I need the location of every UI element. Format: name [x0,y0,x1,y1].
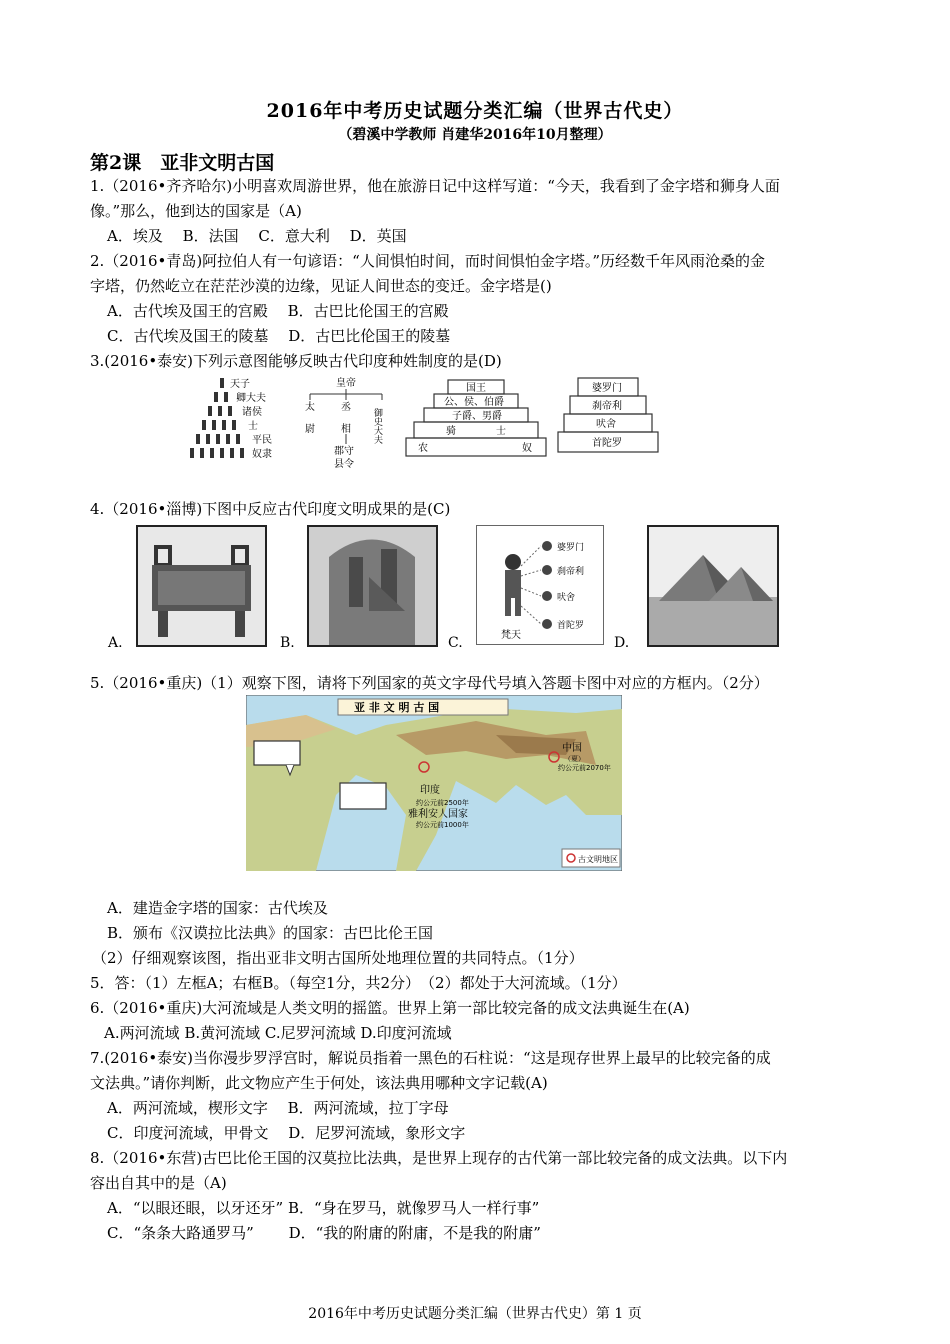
q1-text-line1: 1.（2016•齐齐哈尔)小明喜欢周游世界，他在旅游日记中这样写道：“今天，我看到了金字塔和狮身人面 [90,177,780,195]
q4c-r1: 婆罗门 [557,543,585,553]
q4-image-c-caste-diagram [476,525,604,645]
q3-text: 3.(2016•泰安)下列示意图能够反映古代印度种姓制度的是(D) [90,352,502,370]
q5-text: 5.（2016•重庆)（1）观察下图，请将下列国家的英文字母代号填入答题卡图中对应的方框内。（2分） [90,674,769,692]
q4-label-c: C. [448,635,463,651]
page-footer: 2016年中考历史试题分类汇编（世界古代史）第 1 页 [308,1306,642,1322]
q7-text-line1: 7.(2016•泰安)当你漫步罗浮宫时，解说员指着一黑色的石柱说：“这是现存世界上最早的比较完备的成 [90,1049,771,1067]
q3-figure-d [556,376,660,456]
fig-b-b1: 郡守 [334,446,354,457]
fig-b-top: 皇帝 [336,378,356,389]
q4-image-b-hammurabi-stele [307,525,438,647]
q2-options-row1: A．古代埃及国王的宫殿 B．古巴比伦国王的宫殿 [107,302,449,320]
q5-answer: 5．答：（1）左框A；右框B。（每空1分，共2分） （2）都处于大河流域。（1分） [90,974,627,992]
fig-c-r3: 子爵、男爵 [452,411,502,422]
q4-label-d: D. [614,635,630,651]
fig-b-l2: 尉 [305,424,315,435]
fig-a-label-5: 平民 [252,435,272,446]
q6-options: A.两河流域 B.黄河流域 C.尼罗河流域 D.印度河流域 [104,1024,452,1042]
fig-c-r5a: 农 [418,443,428,454]
q4-image-a-bronze-ding [136,525,267,647]
q3-figure-c [404,378,548,460]
fig-a-label-6: 奴隶 [252,449,272,460]
q2-text-line2: 字塔，仍然屹立在茫茫沙漠的边缘，见证人间世态的变迁。金字塔是() [90,277,552,295]
fig-b-m2: 相 [341,424,351,435]
q2-options-row2: C．古代埃及国王的陵墓 D．古巴比伦国王的陵墓 [107,327,451,345]
map-china-date: 约公元前2070年 [558,764,611,772]
map-china-sub: （夏） [564,755,585,763]
q3-figure-a [188,374,298,466]
q4c-god: 梵天 [501,630,521,641]
fig-c-r4a: 骑 [446,426,456,437]
fig-c-r5b: 奴 [522,443,532,454]
q1-options: A．埃及 B．法国 C．意大利 D．英国 [107,227,407,245]
fig-a-label-1: 天子 [230,379,250,390]
fig-a-label-3: 诸侯 [242,407,262,418]
map-legend: 古文明地区 [578,855,618,864]
fig-c-r1: 国王 [466,383,486,394]
q4c-r2: 刹帝利 [557,567,585,577]
fig-b-l: 太 [305,402,315,413]
q4-image-d-pyramids [647,525,779,647]
q4-text: 4.（2016•淄博)下图中反应古代印度文明成果的是(C) [90,500,451,518]
fig-c-r4b: 士 [496,426,506,437]
q5-map-ancient-civilizations [246,695,622,871]
q4-label-b: B. [280,635,295,651]
q1-text-line2: 像。”那么，他到达的国家是（A) [90,202,302,220]
q5-option-a: A．建造金字塔的国家：古代埃及 [107,899,328,917]
fig-b-m: 丞 [341,402,351,413]
fig-d-r4: 首陀罗 [592,438,622,449]
map-india: 印度 [420,785,440,796]
q5-option-b: B．颁布《汉谟拉比法典》的国家：古巴比伦王国 [107,924,434,942]
map-aryan: 雅利安人国家 [408,809,468,820]
q8-options-row1: A．“以眼还眼，以牙还牙” B．“身在罗马，就像罗马人一样行事” [107,1199,540,1217]
fig-d-r2: 刹帝利 [592,401,622,412]
map-aryan-date: 约公元前1000年 [416,821,469,829]
fig-c-r2: 公、侯、伯爵 [444,397,504,408]
q8-text-line1: 8.（2016•东营)古巴比伦王国的汉莫拉比法典，是世界上现存的古代第一部比较完备的成文法典。以下内 [90,1149,788,1167]
fig-d-r1: 婆罗门 [592,383,622,394]
q3-figure-b [298,376,398,470]
fig-d-r3: 吠舍 [596,419,616,430]
answer-box-left [254,741,300,765]
answer-box-right [340,783,386,809]
document-subtitle: （碧溪中学教师 肖建华2016年10月整理） [338,127,612,143]
document-title: 2016年中考历史试题分类汇编（世界古代史） [266,100,684,122]
map-title: 亚 非 文 明 古 国 [354,701,440,714]
q2-text-line1: 2.（2016•青岛)阿拉伯人有一句谚语：“人间惧怕时间，而时间惧怕金字塔。”历经数千年风雨沧桑的金 [90,252,766,270]
q6-text: 6.（2016•重庆)大河流域是人类文明的摇篮。世界上第一部比较完备的成文法典诞生在(A) [90,999,690,1017]
fig-b-r: 御史大夫 [372,408,382,444]
fig-b-b2: 县令 [334,459,354,470]
q4c-r4: 首陀罗 [557,621,585,631]
fig-a-label-4: 士 [248,421,258,432]
fig-a-label-2: 卿大夫 [236,393,266,404]
q7-options-row2: C．印度河流域，甲骨文 D．尼罗河流域，象形文字 [107,1124,466,1142]
q5-part2: （2）仔细观察该图，指出亚非文明古国所处地理位置的共同特点。（1分） [92,949,584,967]
map-india-date: 约公元前2500年 [416,799,469,807]
q4-label-a: A. [108,635,123,651]
lesson-heading: 第2课 亚非文明古国 [90,152,275,174]
q4c-r3: 吠舍 [557,593,576,603]
q8-options-row2: C．“条条大路通罗马” D．“我的附庸的附庸，不是我的附庸” [107,1224,541,1242]
q7-text-line2: 文法典。”请你判断，此文物应产生于何处，该法典用哪种文字记载(A) [90,1074,548,1092]
q8-text-line2: 容出自其中的是（A) [90,1174,227,1192]
map-china: 中国 [562,743,582,754]
q7-options-row1: A．两河流域，楔形文字 B．两河流域，拉丁字母 [107,1099,449,1117]
